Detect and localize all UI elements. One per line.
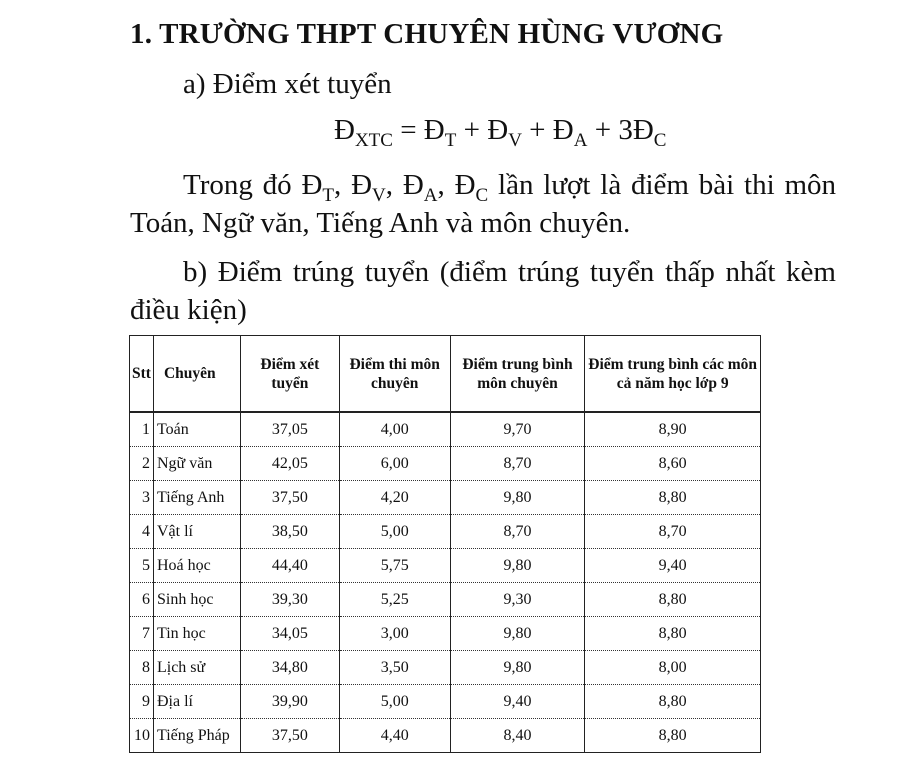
page-title: 1. TRƯỜNG THPT CHUYÊN HÙNG VƯƠNG: [130, 18, 724, 50]
cell-tb-chuyen: 9,80: [450, 651, 585, 685]
admission-formula: [334, 114, 667, 151]
cell-chuyen: Địa lí: [153, 685, 240, 719]
formula-explanation: [130, 166, 836, 242]
cell-xet-tuyen: 37,50: [240, 719, 339, 753]
cell-chuyen: Tiếng Pháp: [153, 719, 240, 753]
cell-stt: 9: [130, 685, 154, 719]
cell-thi-chuyen: 5,25: [339, 583, 450, 617]
explanation-sep-c: , Đ: [437, 169, 476, 201]
cell-thi-chuyen: 5,00: [339, 515, 450, 549]
admission-scores-table: [129, 335, 761, 753]
cell-thi-chuyen: 5,00: [339, 685, 450, 719]
table-row: [130, 515, 761, 549]
header-chuyen: Chuyên: [153, 336, 240, 413]
cell-xet-tuyen: 34,05: [240, 617, 339, 651]
cell-tb-lop9: 8,90: [585, 412, 761, 447]
explanation-intro: Trong đó Đ: [183, 169, 323, 201]
cell-tb-chuyen: 8,70: [450, 447, 585, 481]
header-stt: Stt: [130, 336, 154, 413]
cell-tb-lop9: 8,80: [585, 719, 761, 753]
cell-chuyen: Tiếng Anh: [153, 481, 240, 515]
cell-thi-chuyen: 3,00: [339, 617, 450, 651]
table-row: [130, 651, 761, 685]
formula-eq: = Đ: [392, 114, 445, 146]
section-a-heading: a) Điểm xét tuyển: [183, 68, 392, 100]
cell-xet-tuyen: 39,30: [240, 583, 339, 617]
cell-xet-tuyen: 37,50: [240, 481, 339, 515]
cell-xet-tuyen: 42,05: [240, 447, 339, 481]
cell-thi-chuyen: 6,00: [339, 447, 450, 481]
cell-chuyen: Ngữ văn: [153, 447, 240, 481]
cell-tb-lop9: 9,40: [585, 549, 761, 583]
cell-xet-tuyen: 37,05: [240, 412, 339, 447]
formula-c-sub: C: [653, 130, 667, 151]
cell-thi-chuyen: 5,75: [339, 549, 450, 583]
cell-xet-tuyen: 44,40: [240, 549, 339, 583]
formula-a-sub: A: [573, 130, 588, 151]
cell-chuyen: Tin học: [153, 617, 240, 651]
cell-tb-lop9: 8,80: [585, 685, 761, 719]
cell-stt: 7: [130, 617, 154, 651]
cell-tb-lop9: 8,60: [585, 447, 761, 481]
table-row: [130, 447, 761, 481]
cell-chuyen: Hoá học: [153, 549, 240, 583]
explanation-v-sub: V: [372, 185, 386, 206]
cell-tb-lop9: 8,70: [585, 515, 761, 549]
cell-stt: 4: [130, 515, 154, 549]
cell-stt: 8: [130, 651, 154, 685]
cell-stt: 2: [130, 447, 154, 481]
cell-chuyen: Lịch sử: [153, 651, 240, 685]
cell-tb-lop9: 8,80: [585, 481, 761, 515]
cell-xet-tuyen: 34,80: [240, 651, 339, 685]
formula-plus-v: + Đ: [456, 114, 509, 146]
header-diem-thi-mon-chuyen: Điểm thi môn chuyên: [339, 336, 450, 413]
cell-tb-chuyen: 8,70: [450, 515, 585, 549]
explanation-sep-a: , Đ: [385, 169, 424, 201]
formula-lhs-sub: XTC: [354, 130, 393, 151]
table-row: [130, 549, 761, 583]
table-row: [130, 617, 761, 651]
explanation-c-sub: C: [475, 185, 489, 206]
cell-chuyen: Toán: [153, 412, 240, 447]
cell-tb-lop9: 8,80: [585, 617, 761, 651]
cell-thi-chuyen: 4,40: [339, 719, 450, 753]
cell-tb-chuyen: 8,40: [450, 719, 585, 753]
cell-thi-chuyen: 4,00: [339, 412, 450, 447]
cell-xet-tuyen: 38,50: [240, 515, 339, 549]
section-b-heading: b) Điểm trúng tuyển (điểm trúng tuyển thấp nhất kèm điều kiện): [130, 256, 836, 326]
cell-xet-tuyen: 39,90: [240, 685, 339, 719]
cell-tb-lop9: 8,00: [585, 651, 761, 685]
cell-stt: 10: [130, 719, 154, 753]
cell-thi-chuyen: 3,50: [339, 651, 450, 685]
explanation-sep-v: , Đ: [334, 169, 373, 201]
table-row: [130, 412, 761, 447]
cell-chuyen: Vật lí: [153, 515, 240, 549]
explanation-a-sub: A: [423, 185, 438, 206]
cell-thi-chuyen: 4,20: [339, 481, 450, 515]
formula-lhs: Đ: [334, 114, 355, 146]
table-row: [130, 719, 761, 753]
formula-t-sub: T: [444, 130, 457, 151]
header-diem-tb-lop9: Điểm trung bình các môn cả năm học lớp 9: [585, 336, 761, 413]
explanation-t-sub: T: [322, 185, 335, 206]
header-diem-tb-mon-chuyen: Điểm trung bình môn chuyên: [450, 336, 585, 413]
formula-v-sub: V: [508, 130, 522, 151]
cell-stt: 5: [130, 549, 154, 583]
table-row: [130, 481, 761, 515]
cell-tb-chuyen: 9,80: [450, 549, 585, 583]
cell-tb-chuyen: 9,70: [450, 412, 585, 447]
formula-plus-a: + Đ: [521, 114, 574, 146]
formula-plus-c: + 3Đ: [587, 114, 654, 146]
cell-chuyen: Sinh học: [153, 583, 240, 617]
table-row: [130, 583, 761, 617]
cell-tb-chuyen: 9,80: [450, 617, 585, 651]
cell-tb-chuyen: 9,40: [450, 685, 585, 719]
cell-stt: 3: [130, 481, 154, 515]
table-header-row: [130, 336, 761, 413]
cell-tb-chuyen: 9,80: [450, 481, 585, 515]
cell-stt: 6: [130, 583, 154, 617]
cell-tb-lop9: 8,80: [585, 583, 761, 617]
explanation-rest: lần lượt là điểm bài thi môn Toán, Ngữ văn, Tiếng Anh và môn chuyên.: [130, 169, 837, 239]
header-diem-xet-tuyen: Điểm xét tuyển: [240, 336, 339, 413]
cell-stt: 1: [130, 412, 154, 447]
cell-tb-chuyen: 9,30: [450, 583, 585, 617]
table-row: [130, 685, 761, 719]
